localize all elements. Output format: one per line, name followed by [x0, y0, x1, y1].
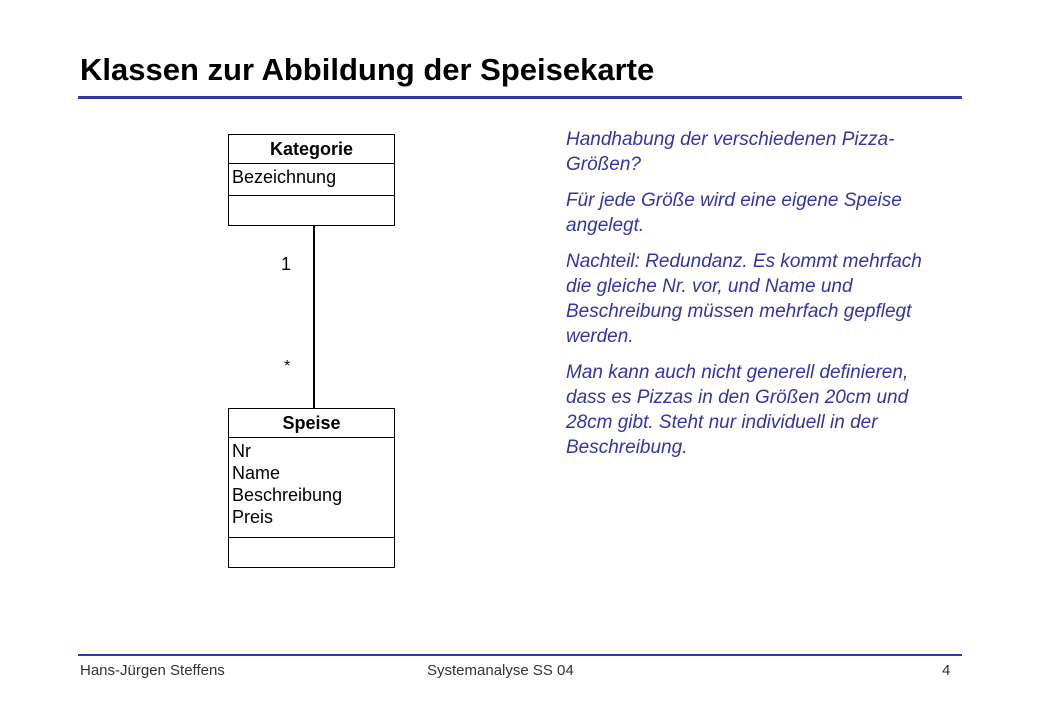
class-operations-kategorie: [229, 196, 394, 225]
note-paragraph: Nachteil: Redundanz. Es kommt mehrfach die gleiche Nr. vor, und Name und Beschreibung müssen mehrfach gepflegt werden.: [566, 251, 922, 347]
attribute-beschreibung: Beschreibung: [232, 485, 343, 505]
title-divider: [78, 96, 962, 99]
footer-divider: [78, 654, 962, 656]
note-paragraph: Man kann auch nicht generell definieren, dass es Pizzas in den Größen 20cm und 28cm gibt. Steht nur individuell in der Beschreibung.: [566, 362, 909, 458]
class-operations-speise: [229, 538, 394, 567]
slide-title: Klassen zur Abbildung der Speisekarte: [80, 52, 655, 87]
multiplicity-one: 1: [281, 254, 292, 274]
attribute-nr: Nr: [232, 441, 251, 461]
class-attributes-speise: [229, 438, 394, 538]
class-name-kategorie: Kategorie: [229, 135, 394, 164]
class-name-speise: Speise: [229, 409, 394, 438]
association-line: [313, 226, 315, 408]
note-paragraph: Handhabung der verschiedenen Pizza-Größen?: [566, 129, 895, 175]
notes-text: [566, 127, 946, 471]
class-attributes-kategorie: [229, 164, 394, 196]
multiplicity-many: *: [284, 358, 291, 375]
uml-class-kategorie: [228, 134, 395, 226]
uml-class-speise: [228, 408, 395, 568]
footer-page-number: 4: [942, 662, 951, 679]
attribute-preis: Preis: [232, 507, 274, 527]
footer-course: Systemanalyse SS 04: [427, 662, 574, 679]
attribute-bezeichnung: Bezeichnung: [232, 167, 337, 187]
note-paragraph: Für jede Größe wird eine eigene Speise angelegt.: [566, 190, 902, 236]
attribute-name: Name: [232, 463, 281, 483]
footer-author: Hans-Jürgen Steffens: [80, 662, 225, 679]
